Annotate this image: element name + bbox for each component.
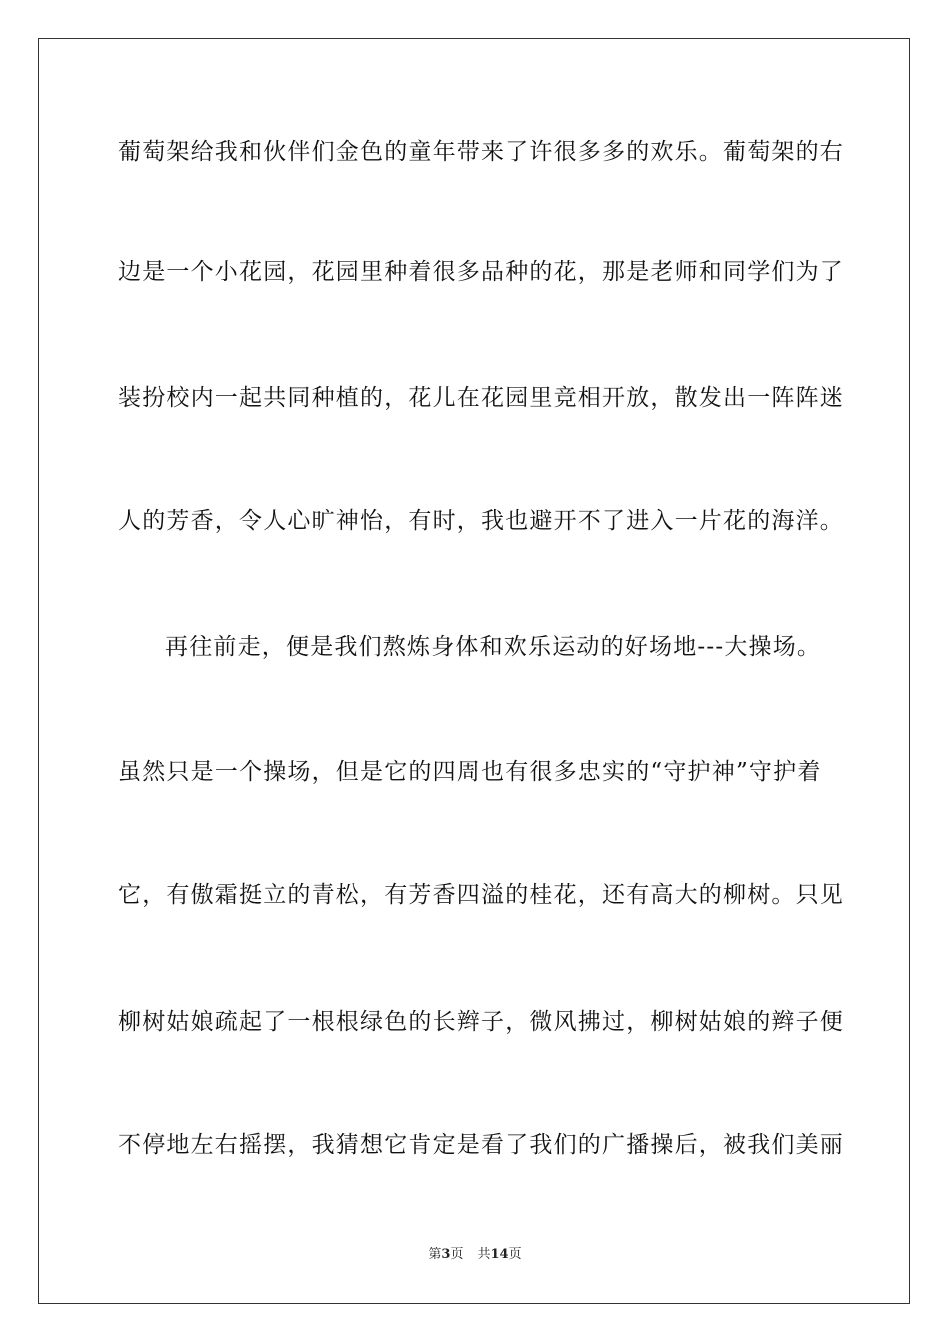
body-text-line: 虽然只是一个操场，但是它的四周也有很多忠实的“守护神”守护着	[118, 759, 822, 785]
total-label-prefix: 共	[477, 1247, 491, 1262]
body-text-line: 人的芳香，令人心旷神怡，有时，我也避开不了进入一片花的海洋。	[118, 508, 844, 534]
body-text-line: 它，有傲霜挺立的青松，有芳香四溢的桂花，还有高大的柳树。只见	[118, 882, 844, 908]
body-text-line: 柳树姑娘疏起了一根根绿色的长辫子，微风拂过，柳树姑娘的辫子便	[118, 1009, 844, 1035]
page-label-suffix: 页	[450, 1247, 464, 1262]
page-number: 3	[441, 1247, 451, 1262]
page-border	[38, 38, 910, 1304]
body-text-line: 边是一个小花园，花园里种着很多品种的花，那是老师和同学们为了	[118, 259, 844, 285]
page-footer	[0, 1246, 950, 1264]
total-pages: 14	[490, 1247, 509, 1262]
body-text-line: 装扮校内一起共同种植的，花儿在花园里竞相开放，散发出一阵阵迷	[118, 385, 844, 411]
total-label-suffix: 页	[508, 1247, 522, 1262]
page-label-prefix: 第	[428, 1247, 442, 1262]
body-text-line: 葡萄架给我和伙伴们金色的童年带来了许很多多的欢乐。葡萄架的右	[118, 139, 844, 165]
body-text-line-indented: 再往前走，便是我们熬炼身体和欢乐运动的好场地---大操场。	[165, 634, 822, 660]
body-text-line: 不停地左右摇摆，我猜想它肯定是看了我们的广播操后，被我们美丽	[118, 1132, 844, 1158]
